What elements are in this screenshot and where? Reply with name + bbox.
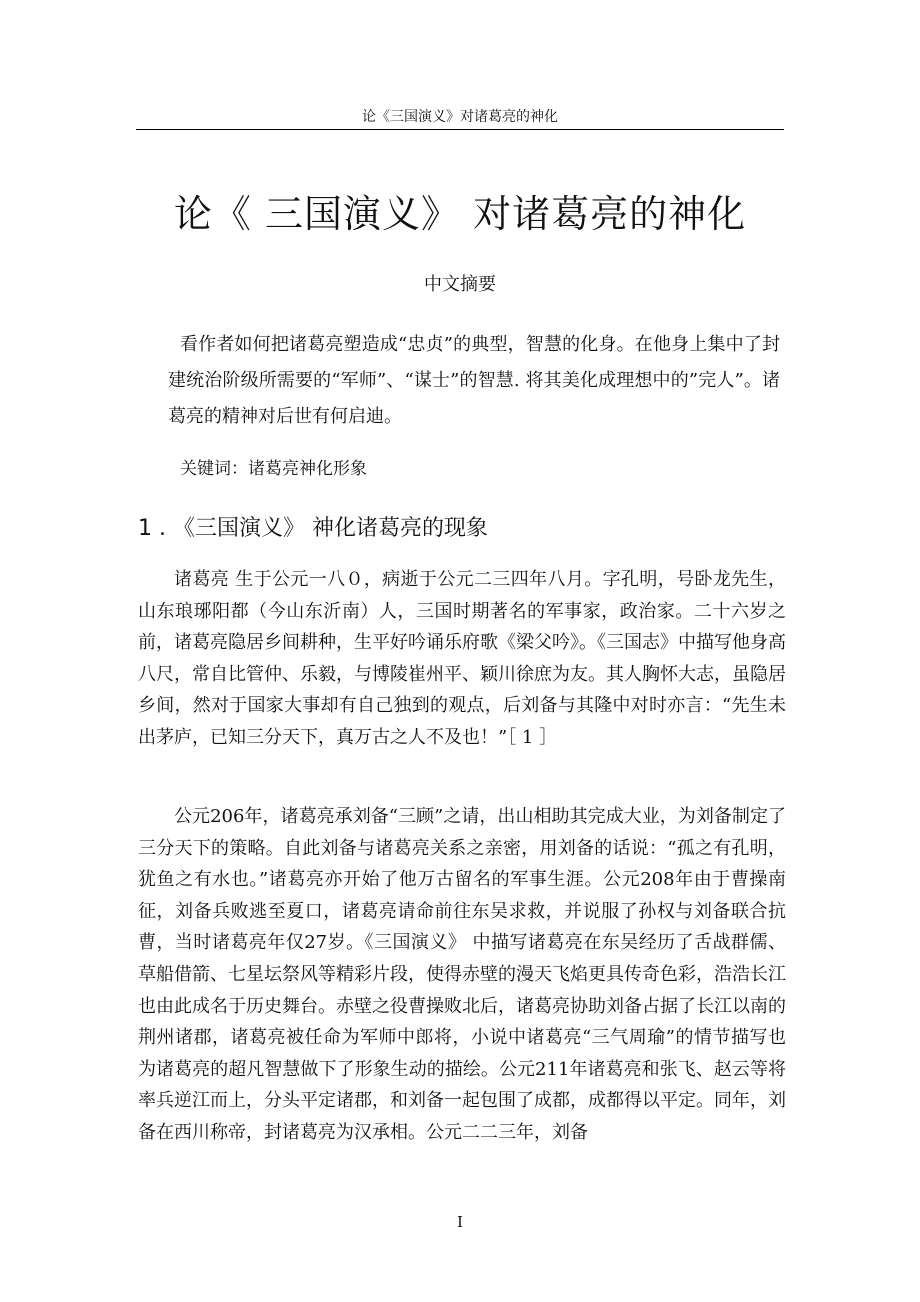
running-header: 论《三国演义》对诸葛亮的神化	[362, 109, 558, 125]
section-heading: 1 . 《三国演义》 神化诸葛亮的现象	[138, 516, 488, 541]
abstract-text: 看作者如何把诸葛亮塑造成“忠贞”的典型，智慧的化身。在他身上集中了封建统治阶级所需要的“军师”、“谋士”的智慧. 将其美化成理想中的”完人”。诸葛亮的精神对后世有何启迪。	[168, 334, 780, 427]
document-title: 论《 三国演义》 对诸葛亮的神化	[173, 192, 747, 236]
body-paragraph: 诸葛亮 生于公元一八０，病逝于公元二三四年八月。字孔明，号卧龙先生，山东琅琊阳都（今山东沂南）人，三国时期著名的军事家，政治家。二十六岁之前，诸葛亮隐居乡间耕种，生平好吟诵乐府歌《梁父吟》。《三国志》中描写他身高八尺，常自比管仲、乐毅，与博陵崔州平、颖川徐庶为友。其人胸怀大志，虽隐居乡间，然对于国家大事却有自己独到的观点，后刘备与其隆中对时亦言：“先生未出茅庐，已知三分天下，真万古之人不及也！”［ 1 ］	[138, 569, 786, 748]
header-divider	[136, 129, 784, 130]
keywords: 关键词：诸葛亮神化形象	[180, 459, 367, 479]
body-paragraph: 公元206年，诸葛亮承刘备“三顾”之请，出山相助其完成大业，为刘备制定了三分天下的策略。自此刘备与诸葛亮关系之亲密，用刘备的话说：“孤之有孔明，犹鱼之有水也。”诸葛亮亦开始了他万古留名的军事生涯。公元208年由于曹操南征，刘备兵败逃至夏口，诸葛亮请命前往东吴求救，并说服了孙权与刘备联合抗曹，当时诸葛亮年仅27岁。《三国演义》 中描写诸葛亮在东吴经历了舌战群儒、草船借箭、七星坛祭风等精彩片段，使得赤壁的漫天飞焰更具传奇色彩，浩浩长江也由此成名于历史舞台。赤壁之役曹操败北后，诸葛亮协助刘备占据了长江以南的荆州诸郡，诸葛亮被任命为军师中郎将，小说中诸葛亮“三气周瑜”的情节描写也为诸葛亮的超凡智慧做下了形象生动的描绘。公元211年诸葛亮和张飞、赵云等将率兵逆江而上，分头平定诸郡，和刘备一起包围了成都，成都得以平定。同年，刘备在西川称帝，封诸葛亮为汉承相。公元二二三年，刘备	[138, 806, 786, 1143]
abstract-heading: 中文摘要	[424, 274, 496, 295]
page-number: I	[457, 1213, 463, 1231]
